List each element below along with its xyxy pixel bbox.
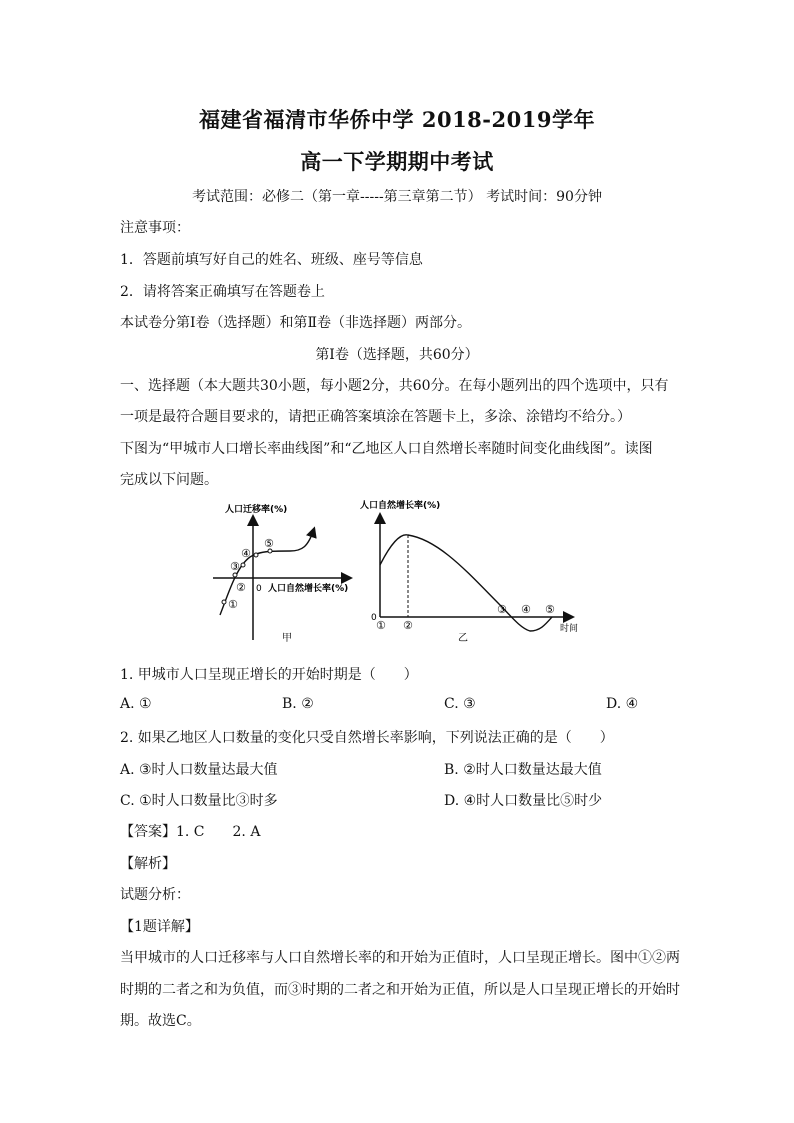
figure-jia — [213, 503, 350, 644]
jia-label-5: ⑤ — [264, 537, 274, 550]
page-title-line1: 福建省福清市华侨中学 2018-2019学年 — [199, 107, 595, 132]
jia-label-2: ② — [236, 581, 246, 594]
page-title-line2: 高一下学期期中考试 — [300, 149, 494, 174]
analysis-sub: 试题分析： — [120, 887, 190, 903]
jia-y-label: 人口迁移率(%) — [225, 505, 288, 515]
figure-intro-line1: 下图为“甲城市人口增长率曲线图”和“乙地区人口自然增长率随时间变化曲线图”。读图 — [120, 441, 653, 457]
q1-detail-line1: 当甲城市的人口迁移率与人口自然增长率的和开始为正值时，人口呈现正增长。图中①②两 — [120, 950, 680, 966]
q1-option-d: D. ④ — [606, 696, 639, 712]
yi-label-5: ⑤ — [545, 603, 555, 616]
q2-option-d: D. ④时人口数量比⑤时少 — [444, 793, 603, 809]
jia-point-3 — [241, 563, 245, 567]
figures — [200, 495, 600, 655]
jia-label-3: ③ — [230, 560, 240, 573]
analysis-header: 【解析】 — [120, 856, 176, 872]
jia-label-1: ① — [228, 598, 238, 611]
q1-detail-header: 【1题详解】 — [120, 919, 199, 935]
jia-point-4 — [254, 553, 258, 557]
q1-option-c: C. ③ — [444, 696, 476, 712]
jia-origin: 0 — [256, 584, 262, 594]
jia-x-label: 人口自然增长率(%) — [268, 584, 349, 594]
section1-instructions-line2: 一项是最符合题目要求的，请把正确答案填涂在答题卡上，多涂、涂错均不给分。） — [120, 409, 631, 425]
yi-y-label: 人口自然增长率(%) — [360, 501, 441, 511]
notes-header: 注意事项： — [120, 220, 190, 236]
q1-detail-line2: 时期的二者之和为负值，而③时期的二者之和开始为正值，所以是人口呈现正增长的开始时 — [120, 982, 680, 998]
section1-instructions-line1: 一、选择题（本大题共30小题，每小题2分，共60分。在每小题列出的四个选项中，只有 — [120, 378, 669, 394]
q1-option-b: B. ② — [282, 696, 314, 712]
jia-label-4: ④ — [241, 547, 251, 560]
q2-stem: 2. 如果乙地区人口数量的变化只受自然增长率影响，下列说法正确的是（ ） — [120, 730, 614, 746]
jia-point-1 — [222, 600, 226, 604]
q2-option-b: B. ②时人口数量达最大值 — [444, 762, 602, 778]
paper-structure: 本试卷分第Ⅰ卷（选择题）和第Ⅱ卷（非选择题）两部分。 — [120, 315, 472, 331]
exam-info: 考试范围：必修二（第一章-----第三章第二节） 考试时间：90分钟 — [192, 189, 602, 205]
q1-stem: 1. 甲城市人口呈现正增长的开始时期是（ ） — [120, 667, 418, 683]
yi-caption: 乙 — [458, 633, 468, 644]
jia-point-2 — [233, 573, 237, 577]
yi-x-label: 时间 — [560, 624, 579, 634]
yi-origin: 0 — [371, 613, 377, 623]
q1-option-a: A. ① — [120, 696, 152, 712]
yi-label-1: ① — [376, 619, 386, 632]
part1-header: 第Ⅰ卷（选择题，共60分） — [315, 347, 479, 363]
q1-detail-line3: 期。故选C。 — [120, 1013, 201, 1029]
figure-intro-line2: 完成以下问题。 — [120, 472, 218, 488]
answer-line: 【答案】1. C 2. A — [120, 824, 261, 840]
figure-yi — [360, 499, 578, 644]
note-2: 2．请将答案正确填写在答题卷上 — [120, 284, 325, 300]
yi-label-2: ② — [403, 619, 413, 632]
yi-label-4: ④ — [521, 603, 531, 616]
yi-label-3: ③ — [497, 603, 507, 616]
jia-caption: 甲 — [282, 633, 292, 644]
q2-option-a: A. ③时人口数量达最大值 — [120, 762, 278, 778]
note-1: 1．答题前填写好自己的姓名、班级、座号等信息 — [120, 252, 423, 268]
q2-option-c: C. ①时人口数量比③时多 — [120, 793, 278, 809]
